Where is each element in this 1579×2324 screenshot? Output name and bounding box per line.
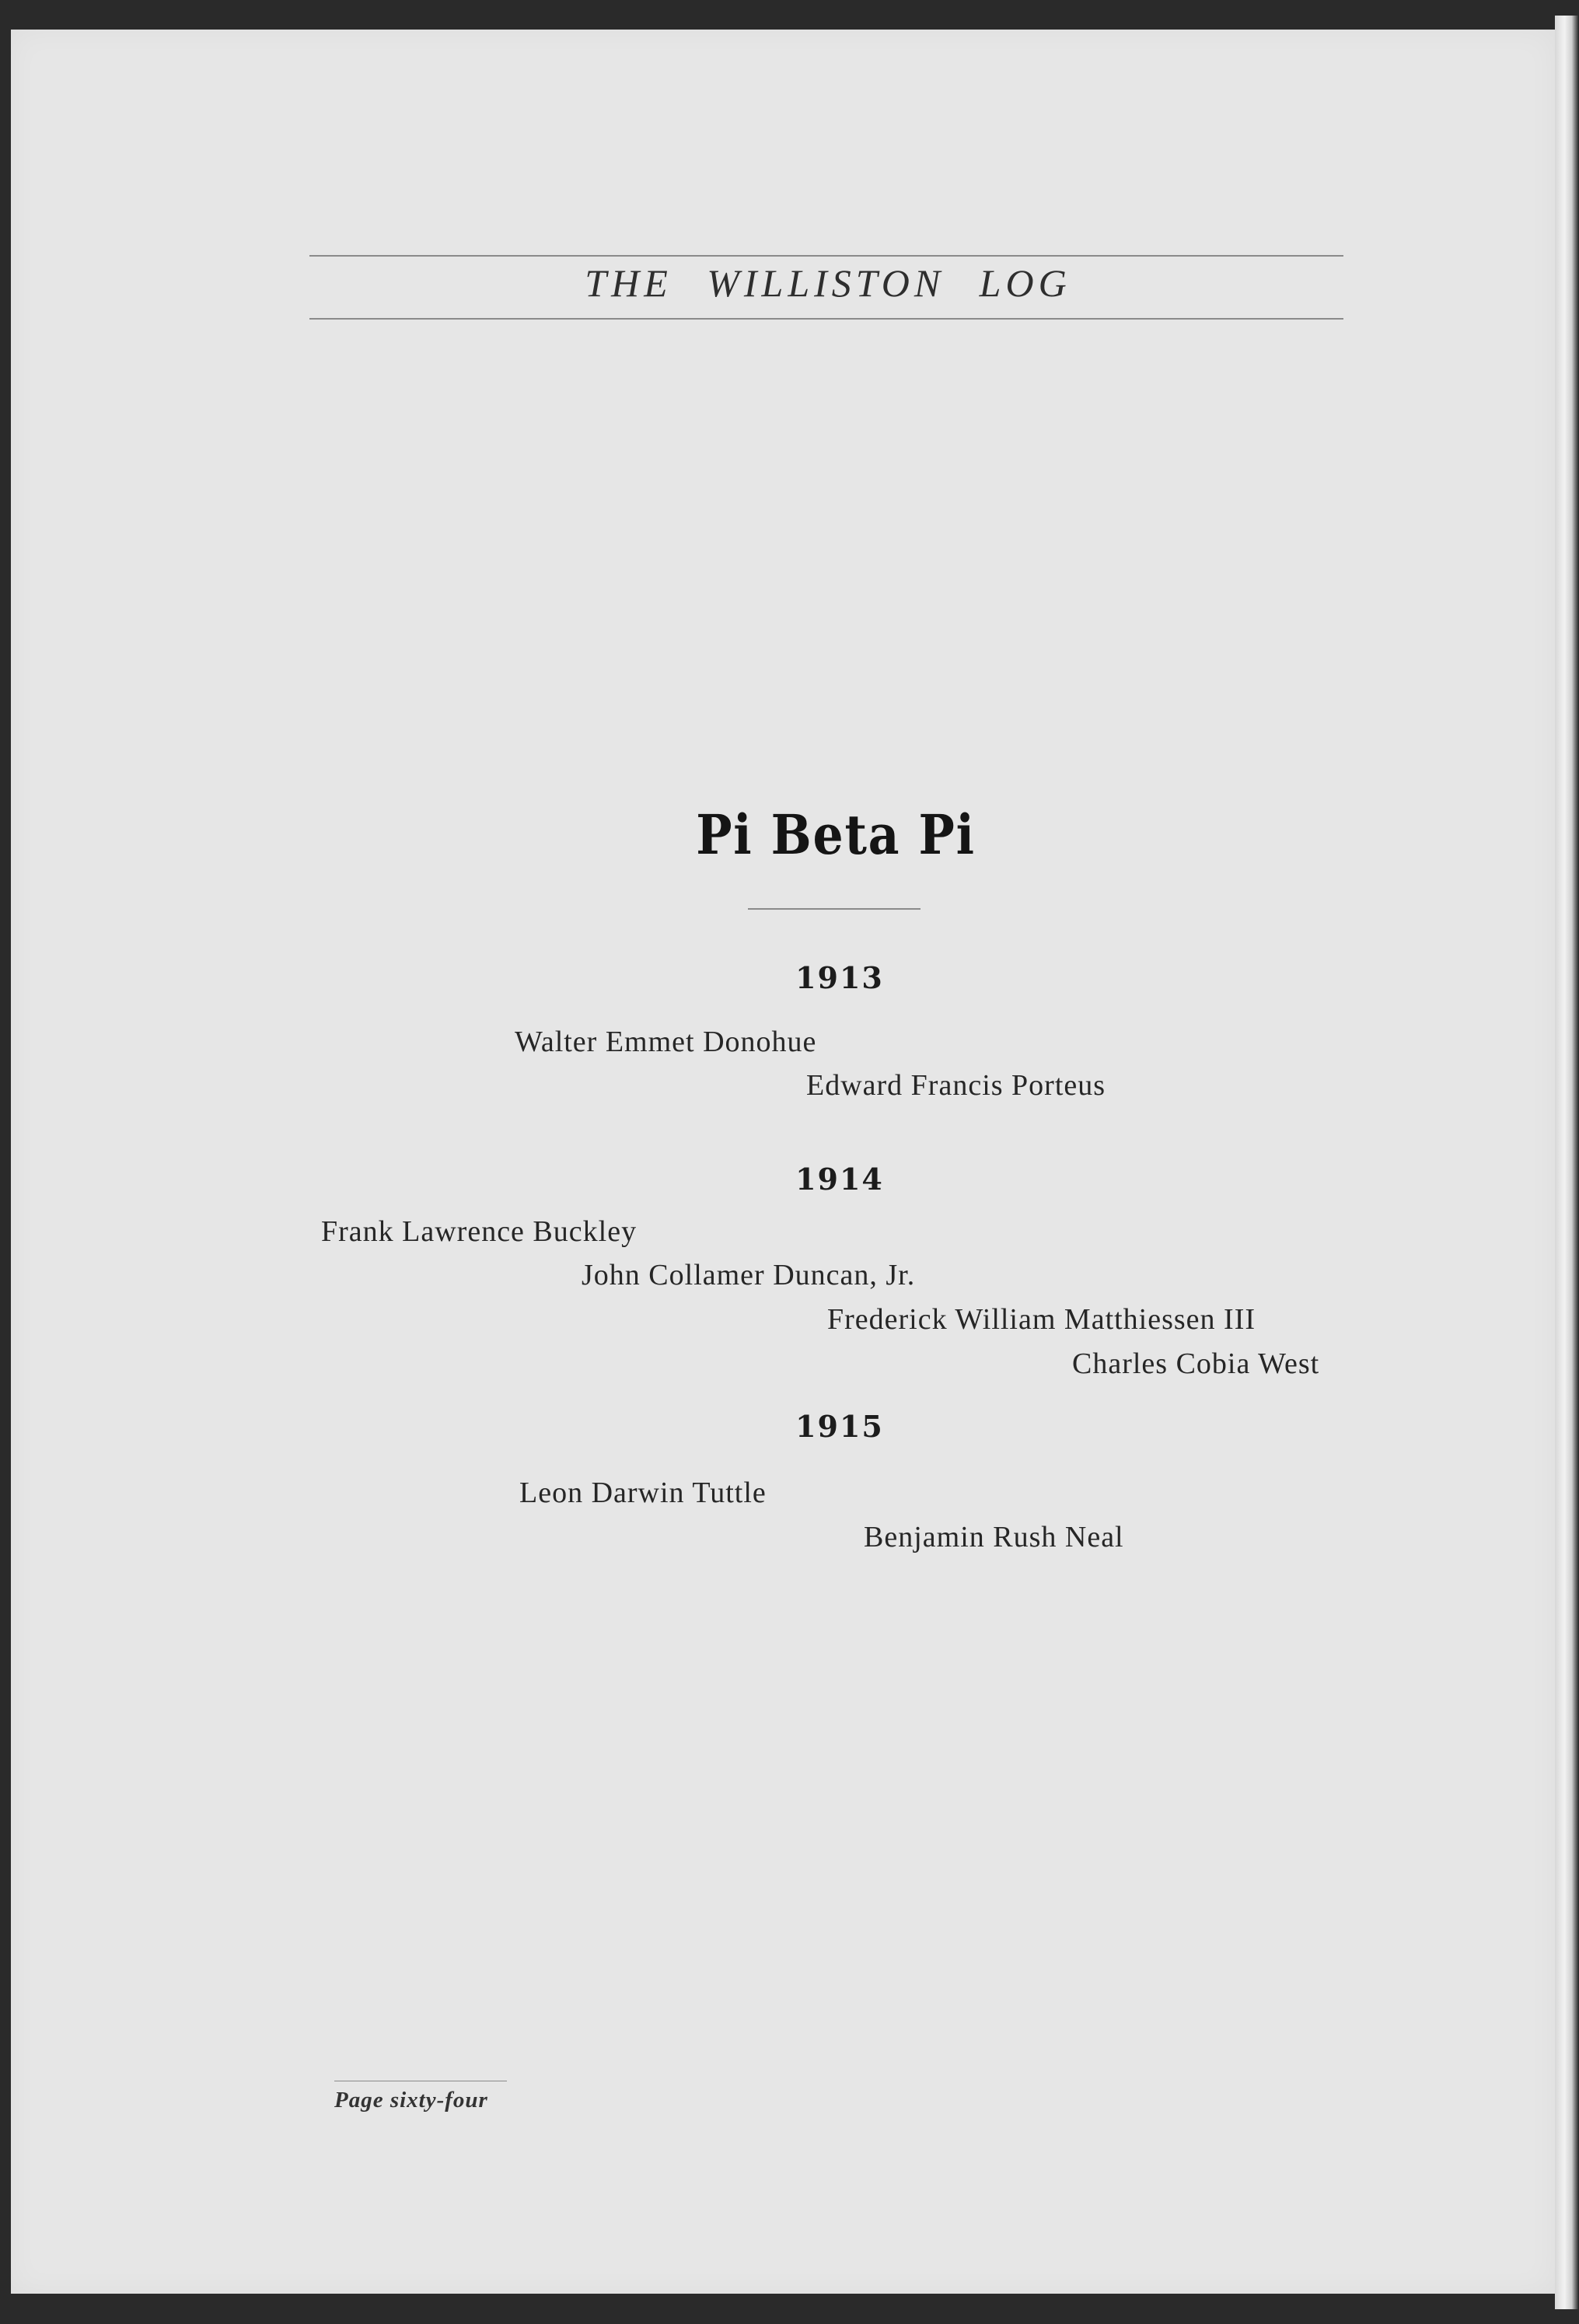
- section-title: Pi Beta Pi: [696, 802, 976, 867]
- header-rule-bottom: [309, 318, 1343, 320]
- class-year-1915: 1915: [795, 1409, 884, 1444]
- member-name: Charles Cobia West: [1072, 1347, 1320, 1380]
- class-year-1914: 1914: [795, 1162, 884, 1197]
- member-name: Benjamin Rush Neal: [864, 1521, 1124, 1553]
- running-header-title: THE WILLISTON LOG: [585, 261, 1071, 305]
- member-name: Edward Francis Porteus: [806, 1069, 1106, 1102]
- member-name: Frederick William Matthiessen III: [827, 1303, 1256, 1336]
- member-name: Leon Darwin Tuttle: [519, 1477, 767, 1509]
- page-number-label: Page sixty-four: [334, 2088, 488, 2113]
- member-name: Frank Lawrence Buckley: [321, 1215, 638, 1248]
- member-name: Walter Emmet Donohue: [515, 1026, 817, 1058]
- member-name: John Collamer Duncan, Jr.: [582, 1259, 916, 1291]
- class-year-1913: 1913: [795, 960, 884, 995]
- header-rule-top: [309, 255, 1343, 257]
- page-edge: [1555, 16, 1579, 2309]
- title-underline: [748, 908, 921, 910]
